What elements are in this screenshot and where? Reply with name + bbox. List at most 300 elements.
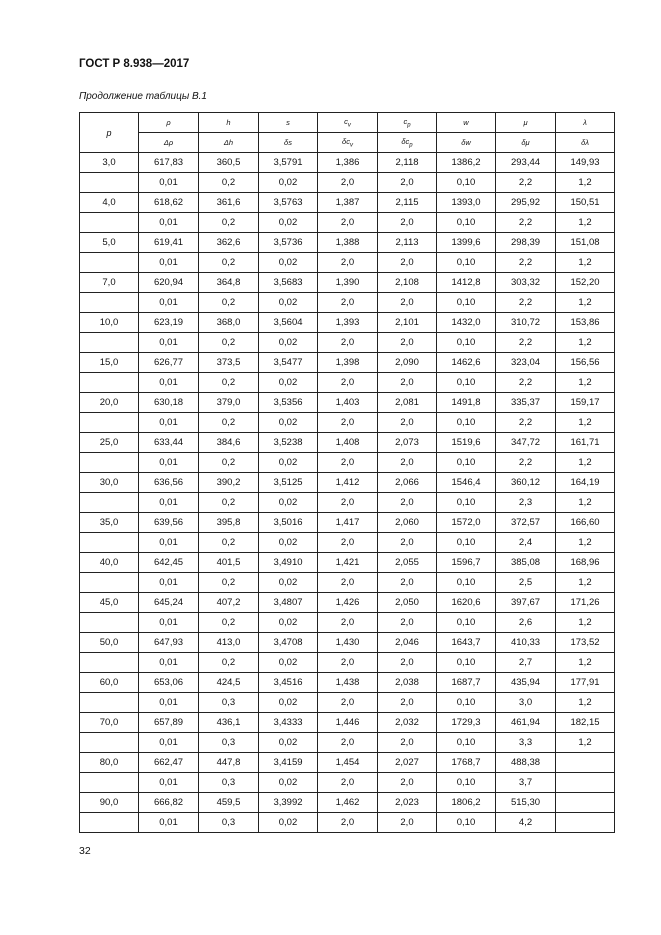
uncertainty-cell: 0,02 <box>259 573 318 593</box>
uncertainty-cell: 1,2 <box>556 213 615 233</box>
uncertainty-cell: 0,2 <box>199 213 259 233</box>
header-pressure: p <box>80 113 139 153</box>
value-cell: 639,56 <box>139 513 199 533</box>
value-cell: 164,19 <box>556 473 615 493</box>
uncertainty-cell: 2,0 <box>378 173 437 193</box>
uncertainty-cell: 2,0 <box>318 453 378 473</box>
value-cell: 642,45 <box>139 553 199 573</box>
value-cell: 1,426 <box>318 593 378 613</box>
value-cell: 618,62 <box>139 193 199 213</box>
uncertainty-cell: 0,10 <box>437 333 496 353</box>
value-cell: 1,438 <box>318 673 378 693</box>
value-cell: 1462,6 <box>437 353 496 373</box>
value-cell: 1546,4 <box>437 473 496 493</box>
pressure-cell: 30,0 <box>80 473 139 493</box>
header-symbol: λ <box>556 113 615 133</box>
value-cell: 3,4910 <box>259 553 318 573</box>
uncertainty-cell: 0,10 <box>437 373 496 393</box>
value-cell: 3,4807 <box>259 593 318 613</box>
page-number: 32 <box>79 845 91 857</box>
table-row <box>80 153 615 173</box>
uncertainty-cell: 2,2 <box>496 333 556 353</box>
table-row <box>80 793 615 813</box>
table-row-uncertainty <box>80 213 615 233</box>
empty-cell <box>80 613 139 633</box>
uncertainty-cell: 1,2 <box>556 493 615 513</box>
empty-cell <box>80 173 139 193</box>
uncertainty-cell: 0,10 <box>437 653 496 673</box>
value-cell: 1519,6 <box>437 433 496 453</box>
uncertainty-cell: 0,01 <box>139 293 199 313</box>
table-body <box>80 153 615 833</box>
table-row <box>80 313 615 333</box>
value-cell: 2,118 <box>378 153 437 173</box>
uncertainty-cell: 2,0 <box>378 573 437 593</box>
uncertainty-cell: 0,02 <box>259 373 318 393</box>
value-cell: 3,5604 <box>259 313 318 333</box>
uncertainty-cell: 1,2 <box>556 333 615 353</box>
table-row <box>80 593 615 613</box>
uncertainty-cell: 0,01 <box>139 173 199 193</box>
table-row <box>80 513 615 533</box>
table-row-uncertainty <box>80 733 615 753</box>
header-symbol: w <box>437 113 496 133</box>
uncertainty-cell: 0,10 <box>437 453 496 473</box>
uncertainty-cell: 2,0 <box>318 653 378 673</box>
uncertainty-cell: 0,3 <box>199 773 259 793</box>
value-cell: 1432,0 <box>437 313 496 333</box>
value-cell: 2,046 <box>378 633 437 653</box>
pressure-cell: 10,0 <box>80 313 139 333</box>
empty-cell <box>80 413 139 433</box>
uncertainty-cell: 2,7 <box>496 653 556 673</box>
table-row-uncertainty <box>80 253 615 273</box>
uncertainty-cell: 2,2 <box>496 293 556 313</box>
uncertainty-cell: 1,2 <box>556 533 615 553</box>
value-cell: 435,94 <box>496 673 556 693</box>
uncertainty-cell: 0,2 <box>199 293 259 313</box>
value-cell: 653,06 <box>139 673 199 693</box>
value-cell: 182,15 <box>556 713 615 733</box>
value-cell: 364,8 <box>199 273 259 293</box>
uncertainty-cell: 2,0 <box>378 253 437 273</box>
header-row-symbols <box>80 113 615 133</box>
header-symbol: h <box>199 113 259 133</box>
table-row-uncertainty <box>80 373 615 393</box>
uncertainty-cell: 0,10 <box>437 533 496 553</box>
header-delta: δs <box>259 133 318 153</box>
value-cell: 171,26 <box>556 593 615 613</box>
value-cell: 390,2 <box>199 473 259 493</box>
value-cell: 3,4708 <box>259 633 318 653</box>
value-cell: 630,18 <box>139 393 199 413</box>
value-cell: 3,5763 <box>259 193 318 213</box>
value-cell: 1,386 <box>318 153 378 173</box>
uncertainty-cell: 0,3 <box>199 813 259 833</box>
uncertainty-cell <box>556 773 615 793</box>
value-cell: 168,96 <box>556 553 615 573</box>
uncertainty-cell: 2,0 <box>378 493 437 513</box>
empty-cell <box>80 693 139 713</box>
uncertainty-cell: 0,10 <box>437 733 496 753</box>
uncertainty-cell: 1,2 <box>556 573 615 593</box>
value-cell: 323,04 <box>496 353 556 373</box>
uncertainty-cell: 2,0 <box>378 373 437 393</box>
value-cell: 379,0 <box>199 393 259 413</box>
value-cell: 2,081 <box>378 393 437 413</box>
table-row <box>80 393 615 413</box>
value-cell: 347,72 <box>496 433 556 453</box>
value-cell: 384,6 <box>199 433 259 453</box>
uncertainty-cell: 2,0 <box>378 693 437 713</box>
document-header: ГОСТ Р 8.938—2017 <box>79 58 190 70</box>
value-cell: 461,94 <box>496 713 556 733</box>
uncertainty-cell: 0,2 <box>199 493 259 513</box>
uncertainty-cell: 0,2 <box>199 653 259 673</box>
pressure-cell: 15,0 <box>80 353 139 373</box>
pressure-cell: 35,0 <box>80 513 139 533</box>
uncertainty-cell: 0,10 <box>437 293 496 313</box>
table-row <box>80 753 615 773</box>
uncertainty-cell: 2,6 <box>496 613 556 633</box>
empty-cell <box>80 373 139 393</box>
value-cell: 368,0 <box>199 313 259 333</box>
value-cell: 2,073 <box>378 433 437 453</box>
header-delta: Δρ <box>139 133 199 153</box>
header-delta: $\delta c_v$ <box>318 133 378 153</box>
value-cell: 1412,8 <box>437 273 496 293</box>
header-delta: δλ <box>556 133 615 153</box>
value-cell: 1572,0 <box>437 513 496 533</box>
table-header <box>80 113 615 153</box>
empty-cell <box>80 253 139 273</box>
uncertainty-cell: 2,0 <box>378 453 437 473</box>
value-cell: 3,5125 <box>259 473 318 493</box>
uncertainty-cell: 0,10 <box>437 253 496 273</box>
value-cell: 1,408 <box>318 433 378 453</box>
value-cell: 395,8 <box>199 513 259 533</box>
table-row-uncertainty <box>80 813 615 833</box>
value-cell: 3,5238 <box>259 433 318 453</box>
value-cell: 360,12 <box>496 473 556 493</box>
value-cell: 1620,6 <box>437 593 496 613</box>
uncertainty-cell: 1,2 <box>556 173 615 193</box>
value-cell: 1,387 <box>318 193 378 213</box>
empty-cell <box>80 493 139 513</box>
uncertainty-cell: 2,0 <box>318 173 378 193</box>
value-cell: 1399,6 <box>437 233 496 253</box>
uncertainty-cell: 0,10 <box>437 773 496 793</box>
value-cell: 298,39 <box>496 233 556 253</box>
uncertainty-cell: 2,2 <box>496 413 556 433</box>
value-cell: 407,2 <box>199 593 259 613</box>
empty-cell <box>80 293 139 313</box>
uncertainty-cell: 0,01 <box>139 773 199 793</box>
value-cell: 447,8 <box>199 753 259 773</box>
uncertainty-cell: 0,2 <box>199 333 259 353</box>
uncertainty-cell: 0,2 <box>199 453 259 473</box>
uncertainty-cell: 0,02 <box>259 533 318 553</box>
uncertainty-cell: 0,01 <box>139 413 199 433</box>
value-cell: 3,4159 <box>259 753 318 773</box>
value-cell: 1,430 <box>318 633 378 653</box>
uncertainty-cell: 2,0 <box>318 733 378 753</box>
value-cell: 401,5 <box>199 553 259 573</box>
value-cell: 1,417 <box>318 513 378 533</box>
uncertainty-cell <box>556 813 615 833</box>
value-cell: 1,393 <box>318 313 378 333</box>
header-symbol: ρ <box>139 113 199 133</box>
value-cell: 2,055 <box>378 553 437 573</box>
uncertainty-cell: 0,10 <box>437 493 496 513</box>
value-cell: 657,89 <box>139 713 199 733</box>
table-row <box>80 673 615 693</box>
uncertainty-cell: 2,0 <box>318 413 378 433</box>
uncertainty-cell: 1,2 <box>556 253 615 273</box>
uncertainty-cell: 0,2 <box>199 613 259 633</box>
table-row <box>80 473 615 493</box>
pressure-cell: 7,0 <box>80 273 139 293</box>
uncertainty-cell: 0,01 <box>139 813 199 833</box>
value-cell: 1,462 <box>318 793 378 813</box>
pressure-cell: 25,0 <box>80 433 139 453</box>
table-row-uncertainty <box>80 573 615 593</box>
uncertainty-cell: 0,10 <box>437 213 496 233</box>
value-cell: 2,066 <box>378 473 437 493</box>
uncertainty-cell: 2,4 <box>496 533 556 553</box>
value-cell: 3,5791 <box>259 153 318 173</box>
value-cell: 666,82 <box>139 793 199 813</box>
uncertainty-cell: 2,5 <box>496 573 556 593</box>
uncertainty-cell: 2,0 <box>318 253 378 273</box>
uncertainty-cell: 2,0 <box>318 293 378 313</box>
header-delta: $\delta c_p$ <box>378 133 437 153</box>
pressure-cell: 80,0 <box>80 753 139 773</box>
table-row-uncertainty <box>80 533 615 553</box>
value-cell: 1,398 <box>318 353 378 373</box>
value-cell: 515,30 <box>496 793 556 813</box>
value-cell: 373,5 <box>199 353 259 373</box>
header-symbol: s <box>259 113 318 133</box>
value-cell: 2,113 <box>378 233 437 253</box>
value-cell: 3,5356 <box>259 393 318 413</box>
uncertainty-cell: 0,02 <box>259 213 318 233</box>
table-row <box>80 353 615 373</box>
value-cell: 1393,0 <box>437 193 496 213</box>
uncertainty-cell: 0,01 <box>139 493 199 513</box>
uncertainty-cell: 0,01 <box>139 733 199 753</box>
data-table <box>79 112 615 833</box>
table-row-uncertainty <box>80 493 615 513</box>
uncertainty-cell: 2,0 <box>318 373 378 393</box>
pressure-cell: 70,0 <box>80 713 139 733</box>
table-row <box>80 273 615 293</box>
uncertainty-cell: 1,2 <box>556 293 615 313</box>
value-cell: 647,93 <box>139 633 199 653</box>
value-cell <box>556 793 615 813</box>
uncertainty-cell: 0,01 <box>139 573 199 593</box>
uncertainty-cell: 3,0 <box>496 693 556 713</box>
table-row-uncertainty <box>80 173 615 193</box>
uncertainty-cell: 0,10 <box>437 573 496 593</box>
value-cell: 1768,7 <box>437 753 496 773</box>
uncertainty-cell: 1,2 <box>556 693 615 713</box>
uncertainty-cell: 0,02 <box>259 613 318 633</box>
value-cell: 2,050 <box>378 593 437 613</box>
value-cell: 1,446 <box>318 713 378 733</box>
pressure-cell: 40,0 <box>80 553 139 573</box>
value-cell: 1491,8 <box>437 393 496 413</box>
value-cell: 385,08 <box>496 553 556 573</box>
table-caption: Продолжение таблицы В.1 <box>79 91 207 102</box>
value-cell: 2,032 <box>378 713 437 733</box>
value-cell: 1729,3 <box>437 713 496 733</box>
value-cell: 159,17 <box>556 393 615 413</box>
empty-cell <box>80 533 139 553</box>
value-cell: 3,4516 <box>259 673 318 693</box>
value-cell: 3,3992 <box>259 793 318 813</box>
value-cell: 2,090 <box>378 353 437 373</box>
uncertainty-cell: 2,3 <box>496 493 556 513</box>
value-cell: 636,56 <box>139 473 199 493</box>
uncertainty-cell: 2,0 <box>318 333 378 353</box>
uncertainty-cell: 0,02 <box>259 453 318 473</box>
pressure-cell: 20,0 <box>80 393 139 413</box>
uncertainty-cell: 1,2 <box>556 453 615 473</box>
value-cell: 620,94 <box>139 273 199 293</box>
uncertainty-cell: 1,2 <box>556 413 615 433</box>
value-cell: 2,038 <box>378 673 437 693</box>
value-cell <box>556 753 615 773</box>
uncertainty-cell: 2,0 <box>378 213 437 233</box>
uncertainty-cell: 2,0 <box>318 533 378 553</box>
uncertainty-cell: 2,0 <box>378 653 437 673</box>
pressure-cell: 50,0 <box>80 633 139 653</box>
uncertainty-cell: 0,02 <box>259 173 318 193</box>
value-cell: 1,403 <box>318 393 378 413</box>
value-cell: 173,52 <box>556 633 615 653</box>
table-row-uncertainty <box>80 613 615 633</box>
value-cell: 617,83 <box>139 153 199 173</box>
uncertainty-cell: 0,3 <box>199 733 259 753</box>
value-cell: 1,421 <box>318 553 378 573</box>
table-row-uncertainty <box>80 413 615 433</box>
value-cell: 1596,7 <box>437 553 496 573</box>
table-row <box>80 433 615 453</box>
value-cell: 1,390 <box>318 273 378 293</box>
value-cell: 488,38 <box>496 753 556 773</box>
value-cell: 626,77 <box>139 353 199 373</box>
uncertainty-cell: 4,2 <box>496 813 556 833</box>
uncertainty-cell: 2,0 <box>318 493 378 513</box>
uncertainty-cell: 0,3 <box>199 693 259 713</box>
value-cell: 459,5 <box>199 793 259 813</box>
value-cell: 156,56 <box>556 353 615 373</box>
uncertainty-cell: 3,7 <box>496 773 556 793</box>
uncertainty-cell: 2,0 <box>318 693 378 713</box>
value-cell: 166,60 <box>556 513 615 533</box>
value-cell: 645,24 <box>139 593 199 613</box>
table-row-uncertainty <box>80 653 615 673</box>
uncertainty-cell: 0,02 <box>259 493 318 513</box>
pressure-cell: 60,0 <box>80 673 139 693</box>
empty-cell <box>80 213 139 233</box>
uncertainty-cell: 0,01 <box>139 533 199 553</box>
uncertainty-cell: 1,2 <box>556 373 615 393</box>
uncertainty-cell: 2,0 <box>378 293 437 313</box>
value-cell: 360,5 <box>199 153 259 173</box>
table-row-uncertainty <box>80 453 615 473</box>
value-cell: 424,5 <box>199 673 259 693</box>
uncertainty-cell: 3,3 <box>496 733 556 753</box>
value-cell: 362,6 <box>199 233 259 253</box>
table-row <box>80 633 615 653</box>
table-row <box>80 713 615 733</box>
header-symbol: $c_v$ <box>318 113 378 133</box>
uncertainty-cell: 0,01 <box>139 693 199 713</box>
uncertainty-cell: 0,10 <box>437 693 496 713</box>
uncertainty-cell: 0,2 <box>199 253 259 273</box>
uncertainty-cell: 1,2 <box>556 653 615 673</box>
uncertainty-cell: 0,02 <box>259 733 318 753</box>
uncertainty-cell: 2,0 <box>318 573 378 593</box>
table-row-uncertainty <box>80 293 615 313</box>
value-cell: 151,08 <box>556 233 615 253</box>
uncertainty-cell: 2,0 <box>378 533 437 553</box>
uncertainty-cell: 2,0 <box>378 413 437 433</box>
uncertainty-cell: 2,0 <box>378 613 437 633</box>
pressure-cell: 45,0 <box>80 593 139 613</box>
uncertainty-cell: 2,2 <box>496 373 556 393</box>
value-cell: 3,5477 <box>259 353 318 373</box>
uncertainty-cell: 0,02 <box>259 693 318 713</box>
uncertainty-cell: 0,2 <box>199 413 259 433</box>
value-cell: 293,44 <box>496 153 556 173</box>
value-cell: 1,454 <box>318 753 378 773</box>
uncertainty-cell: 0,02 <box>259 333 318 353</box>
value-cell: 1386,2 <box>437 153 496 173</box>
uncertainty-cell: 2,0 <box>318 773 378 793</box>
empty-cell <box>80 813 139 833</box>
value-cell: 1643,7 <box>437 633 496 653</box>
value-cell: 3,5016 <box>259 513 318 533</box>
value-cell: 149,93 <box>556 153 615 173</box>
uncertainty-cell: 0,01 <box>139 453 199 473</box>
uncertainty-cell: 0,02 <box>259 773 318 793</box>
value-cell: 662,47 <box>139 753 199 773</box>
table-row-uncertainty <box>80 773 615 793</box>
empty-cell <box>80 573 139 593</box>
value-cell: 361,6 <box>199 193 259 213</box>
value-cell: 2,101 <box>378 313 437 333</box>
uncertainty-cell: 1,2 <box>556 613 615 633</box>
table-row-uncertainty <box>80 693 615 713</box>
value-cell: 2,027 <box>378 753 437 773</box>
uncertainty-cell: 2,2 <box>496 253 556 273</box>
header-delta: δμ <box>496 133 556 153</box>
value-cell: 161,71 <box>556 433 615 453</box>
value-cell: 413,0 <box>199 633 259 653</box>
pressure-cell: 3,0 <box>80 153 139 173</box>
value-cell: 3,5736 <box>259 233 318 253</box>
header-delta: Δh <box>199 133 259 153</box>
empty-cell <box>80 453 139 473</box>
value-cell: 3,4333 <box>259 713 318 733</box>
value-cell: 310,72 <box>496 313 556 333</box>
value-cell: 1,412 <box>318 473 378 493</box>
uncertainty-cell: 0,2 <box>199 533 259 553</box>
pressure-cell: 4,0 <box>80 193 139 213</box>
